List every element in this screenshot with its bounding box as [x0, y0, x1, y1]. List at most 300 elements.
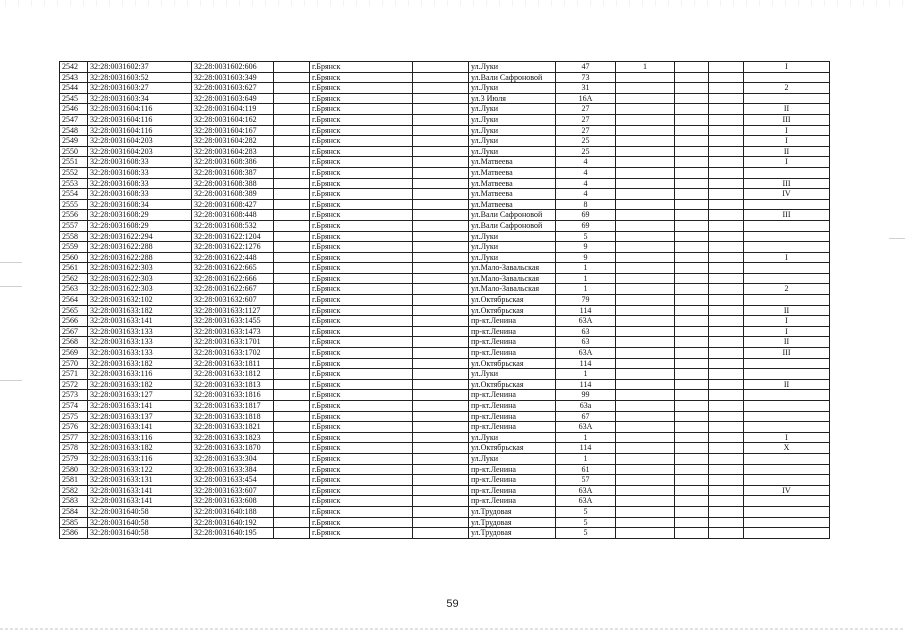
land-cadastral-number-cell: 32:28:0031602:37	[88, 62, 192, 73]
object-cadastral-number-cell: 32:28:0031633:1473	[192, 326, 274, 337]
city-cell: г.Брянск	[310, 475, 413, 486]
row-number-cell: 2585	[60, 517, 88, 528]
empty-cell	[274, 284, 310, 295]
scan-edge-mark	[889, 238, 905, 239]
land-cadastral-number-cell: 32:28:0031608:29	[88, 210, 192, 221]
empty-cell	[413, 453, 469, 464]
empty-cell	[274, 411, 310, 422]
object-cadastral-number-cell: 32:28:0031633:384	[192, 464, 274, 475]
land-cadastral-number-cell: 32:28:0031633:122	[88, 464, 192, 475]
land-cadastral-number-cell: 32:28:0031633:141	[88, 401, 192, 412]
street-cell: ул.Луки	[469, 432, 556, 443]
empty-cell	[413, 379, 469, 390]
extra-cell	[675, 443, 709, 454]
house-number-cell: 1	[556, 284, 616, 295]
row-number-cell: 2580	[60, 464, 88, 475]
table-row	[60, 125, 830, 136]
object-cadastral-number-cell: 32:28:0031633:1821	[192, 422, 274, 433]
land-cadastral-number-cell: 32:28:0031633:133	[88, 348, 192, 359]
row-number-cell: 2570	[60, 358, 88, 369]
table-row	[60, 464, 830, 475]
land-cadastral-number-cell: 32:28:0031622:303	[88, 263, 192, 274]
empty-cell	[274, 337, 310, 348]
street-cell: ул.Мало-Завальская	[469, 284, 556, 295]
empty-cell	[274, 93, 310, 104]
row-number-cell: 2568	[60, 337, 88, 348]
land-cadastral-number-cell: 32:28:0031633:127	[88, 390, 192, 401]
empty-cell	[413, 125, 469, 136]
extra-cell	[675, 506, 709, 517]
floor-cell	[744, 220, 830, 231]
extra-cell	[616, 114, 675, 125]
table-row	[60, 104, 830, 115]
extra-cell	[616, 506, 675, 517]
empty-cell	[274, 146, 310, 157]
empty-cell	[709, 369, 744, 380]
empty-cell	[413, 242, 469, 253]
city-cell: г.Брянск	[310, 284, 413, 295]
floor-cell	[744, 231, 830, 242]
floor-cell	[744, 369, 830, 380]
object-cadastral-number-cell: 32:28:0031633:1817	[192, 401, 274, 412]
city-cell: г.Брянск	[310, 432, 413, 443]
empty-cell	[413, 422, 469, 433]
row-number-cell: 2555	[60, 199, 88, 210]
empty-cell	[709, 337, 744, 348]
scan-edge-mark	[0, 286, 22, 287]
extra-cell	[675, 242, 709, 253]
row-number-cell: 2556	[60, 210, 88, 221]
row-number-cell: 2582	[60, 485, 88, 496]
floor-cell: I	[744, 62, 830, 73]
house-number-cell: 114	[556, 305, 616, 316]
empty-cell	[709, 83, 744, 94]
street-cell: ул.Трудовая	[469, 528, 556, 539]
extra-cell	[616, 348, 675, 359]
land-cadastral-number-cell: 32:28:0031604:116	[88, 104, 192, 115]
row-number-cell: 2575	[60, 411, 88, 422]
empty-cell	[709, 390, 744, 401]
empty-cell	[413, 62, 469, 73]
empty-cell	[709, 146, 744, 157]
city-cell: г.Брянск	[310, 104, 413, 115]
floor-cell: IV	[744, 485, 830, 496]
house-number-cell: 1	[556, 432, 616, 443]
empty-cell	[709, 443, 744, 454]
empty-cell	[274, 62, 310, 73]
object-cadastral-number-cell: 32:28:0031608:387	[192, 167, 274, 178]
table-row	[60, 411, 830, 422]
street-cell: пр-кт.Ленина	[469, 485, 556, 496]
street-cell: пр-кт.Ленина	[469, 390, 556, 401]
land-cadastral-number-cell: 32:28:0031633:182	[88, 305, 192, 316]
empty-cell	[709, 358, 744, 369]
table-row	[60, 295, 830, 306]
empty-cell	[709, 528, 744, 539]
street-cell: пр-кт.Ленина	[469, 326, 556, 337]
table-row	[60, 199, 830, 210]
street-cell: пр-кт.Ленина	[469, 401, 556, 412]
extra-cell	[616, 379, 675, 390]
empty-cell	[709, 485, 744, 496]
object-cadastral-number-cell: 32:28:0031608:448	[192, 210, 274, 221]
floor-cell: X	[744, 443, 830, 454]
floor-cell	[744, 93, 830, 104]
empty-cell	[709, 326, 744, 337]
empty-cell	[274, 220, 310, 231]
house-number-cell: 5	[556, 231, 616, 242]
land-cadastral-number-cell: 32:28:0031633:137	[88, 411, 192, 422]
house-number-cell: 16А	[556, 93, 616, 104]
empty-cell	[413, 220, 469, 231]
empty-cell	[274, 326, 310, 337]
empty-cell	[413, 528, 469, 539]
floor-cell: I	[744, 432, 830, 443]
object-cadastral-number-cell: 32:28:0031633:1818	[192, 411, 274, 422]
table-row	[60, 136, 830, 147]
city-cell: г.Брянск	[310, 443, 413, 454]
land-cadastral-number-cell: 32:28:0031633:116	[88, 453, 192, 464]
house-number-cell: 27	[556, 114, 616, 125]
extra-cell	[616, 295, 675, 306]
extra-cell	[616, 485, 675, 496]
extra-cell	[616, 157, 675, 168]
house-number-cell: 25	[556, 146, 616, 157]
floor-cell: I	[744, 157, 830, 168]
row-number-cell: 2562	[60, 273, 88, 284]
street-cell: пр-кт.Ленина	[469, 337, 556, 348]
city-cell: г.Брянск	[310, 379, 413, 390]
object-cadastral-number-cell: 32:28:0031608:532	[192, 220, 274, 231]
extra-cell	[616, 496, 675, 507]
house-number-cell: 9	[556, 252, 616, 263]
land-cadastral-number-cell: 32:28:0031622:288	[88, 242, 192, 253]
extra-cell	[616, 167, 675, 178]
house-number-cell: 5	[556, 506, 616, 517]
row-number-cell: 2550	[60, 146, 88, 157]
street-cell: ул.Октябрьская	[469, 305, 556, 316]
empty-cell	[709, 157, 744, 168]
floor-cell: II	[744, 305, 830, 316]
extra-cell	[675, 348, 709, 359]
row-number-cell: 2574	[60, 401, 88, 412]
floor-cell: I	[744, 326, 830, 337]
empty-cell	[413, 189, 469, 200]
empty-cell	[413, 305, 469, 316]
city-cell: г.Брянск	[310, 453, 413, 464]
object-cadastral-number-cell: 32:28:0031622:1276	[192, 242, 274, 253]
street-cell: ул.Матвеева	[469, 189, 556, 200]
empty-cell	[413, 146, 469, 157]
empty-cell	[709, 453, 744, 464]
object-cadastral-number-cell: 32:28:0031633:1812	[192, 369, 274, 380]
empty-cell	[413, 401, 469, 412]
row-number-cell: 2586	[60, 528, 88, 539]
city-cell: г.Брянск	[310, 242, 413, 253]
city-cell: г.Брянск	[310, 348, 413, 359]
extra-cell	[616, 284, 675, 295]
empty-cell	[274, 136, 310, 147]
table-row	[60, 506, 830, 517]
street-cell: ул.Луки	[469, 136, 556, 147]
city-cell: г.Брянск	[310, 528, 413, 539]
street-cell: ул.Вали Сафроновой	[469, 72, 556, 83]
empty-cell	[413, 263, 469, 274]
empty-cell	[413, 443, 469, 454]
extra-cell	[675, 401, 709, 412]
extra-cell	[675, 263, 709, 274]
empty-cell	[709, 432, 744, 443]
extra-cell	[616, 517, 675, 528]
empty-cell	[274, 157, 310, 168]
table-row	[60, 443, 830, 454]
city-cell: г.Брянск	[310, 167, 413, 178]
table-row	[60, 422, 830, 433]
floor-cell: I	[744, 136, 830, 147]
house-number-cell: 31	[556, 83, 616, 94]
object-cadastral-number-cell: 32:28:0031604:283	[192, 146, 274, 157]
empty-cell	[274, 316, 310, 327]
empty-cell	[709, 305, 744, 316]
table-row	[60, 475, 830, 486]
empty-cell	[413, 390, 469, 401]
empty-cell	[274, 379, 310, 390]
row-number-cell: 2546	[60, 104, 88, 115]
street-cell: ул.Матвеева	[469, 167, 556, 178]
empty-cell	[274, 443, 310, 454]
object-cadastral-number-cell: 32:28:0031608:389	[192, 189, 274, 200]
extra-cell	[675, 83, 709, 94]
street-cell: пр-кт.Ленина	[469, 422, 556, 433]
extra-cell	[616, 422, 675, 433]
street-cell: пр-кт.Ленина	[469, 475, 556, 486]
table-row	[60, 178, 830, 189]
land-cadastral-number-cell: 32:28:0031622:303	[88, 273, 192, 284]
house-number-cell: 25	[556, 136, 616, 147]
row-number-cell: 2542	[60, 62, 88, 73]
house-number-cell: 63А	[556, 316, 616, 327]
empty-cell	[413, 369, 469, 380]
object-cadastral-number-cell: 32:28:0031632:607	[192, 295, 274, 306]
row-number-cell: 2564	[60, 295, 88, 306]
street-cell: пр-кт.Ленина	[469, 411, 556, 422]
empty-cell	[413, 167, 469, 178]
floor-cell	[744, 263, 830, 274]
empty-cell	[274, 178, 310, 189]
extra-cell	[616, 72, 675, 83]
extra-cell	[675, 379, 709, 390]
floor-cell: II	[744, 337, 830, 348]
house-number-cell: 63А	[556, 485, 616, 496]
extra-cell	[675, 93, 709, 104]
extra-cell	[675, 390, 709, 401]
land-cadastral-number-cell: 32:28:0031608:33	[88, 157, 192, 168]
empty-cell	[274, 231, 310, 242]
empty-cell	[274, 125, 310, 136]
object-cadastral-number-cell: 32:28:0031633:607	[192, 485, 274, 496]
extra-cell	[616, 136, 675, 147]
empty-cell	[274, 167, 310, 178]
house-number-cell: 63А	[556, 496, 616, 507]
empty-cell	[709, 517, 744, 528]
land-cadastral-number-cell: 32:28:0031633:133	[88, 326, 192, 337]
object-cadastral-number-cell: 32:28:0031640:192	[192, 517, 274, 528]
street-cell: ул.3 Июля	[469, 93, 556, 104]
extra-cell	[675, 326, 709, 337]
street-cell: ул.Вали Сафроновой	[469, 210, 556, 221]
city-cell: г.Брянск	[310, 114, 413, 125]
house-number-cell: 63	[556, 337, 616, 348]
row-number-cell: 2563	[60, 284, 88, 295]
floor-cell: II	[744, 146, 830, 157]
empty-cell	[413, 358, 469, 369]
floor-cell: IV	[744, 189, 830, 200]
empty-cell	[709, 114, 744, 125]
floor-cell	[744, 475, 830, 486]
table-row	[60, 358, 830, 369]
empty-cell	[413, 496, 469, 507]
table-row	[60, 453, 830, 464]
floor-cell: I	[744, 316, 830, 327]
city-cell: г.Брянск	[310, 316, 413, 327]
house-number-cell: 4	[556, 178, 616, 189]
empty-cell	[709, 210, 744, 221]
street-cell: ул.Луки	[469, 83, 556, 94]
empty-cell	[709, 242, 744, 253]
table-row	[60, 252, 830, 263]
extra-cell	[616, 411, 675, 422]
empty-cell	[709, 104, 744, 115]
floor-cell: I	[744, 125, 830, 136]
table-row	[60, 210, 830, 221]
street-cell: ул.Луки	[469, 104, 556, 115]
object-cadastral-number-cell: 32:28:0031633:1701	[192, 337, 274, 348]
row-number-cell: 2583	[60, 496, 88, 507]
street-cell: ул.Луки	[469, 453, 556, 464]
table-row	[60, 284, 830, 295]
street-cell: ул.Луки	[469, 242, 556, 253]
empty-cell	[413, 231, 469, 242]
house-number-cell: 114	[556, 379, 616, 390]
table-row	[60, 273, 830, 284]
floor-cell	[744, 506, 830, 517]
empty-cell	[274, 104, 310, 115]
object-cadastral-number-cell: 32:28:0031633:1127	[192, 305, 274, 316]
row-number-cell: 2579	[60, 453, 88, 464]
object-cadastral-number-cell: 32:28:0031603:649	[192, 93, 274, 104]
row-number-cell: 2559	[60, 242, 88, 253]
floor-cell	[744, 273, 830, 284]
table-row	[60, 72, 830, 83]
floor-cell: I	[744, 252, 830, 263]
house-number-cell: 4	[556, 157, 616, 168]
city-cell: г.Брянск	[310, 273, 413, 284]
row-number-cell: 2569	[60, 348, 88, 359]
row-number-cell: 2581	[60, 475, 88, 486]
table-row	[60, 189, 830, 200]
street-cell: ул.Трудовая	[469, 517, 556, 528]
object-cadastral-number-cell: 32:28:0031633:1702	[192, 348, 274, 359]
empty-cell	[274, 189, 310, 200]
table-row	[60, 401, 830, 412]
object-cadastral-number-cell: 32:28:0031622:1204	[192, 231, 274, 242]
table-row	[60, 326, 830, 337]
land-cadastral-number-cell: 32:28:0031640:58	[88, 517, 192, 528]
extra-cell	[616, 252, 675, 263]
object-cadastral-number-cell: 32:28:0031603:349	[192, 72, 274, 83]
empty-cell	[709, 464, 744, 475]
table-row	[60, 379, 830, 390]
land-cadastral-number-cell: 32:28:0031608:33	[88, 178, 192, 189]
extra-cell	[616, 475, 675, 486]
empty-cell	[709, 252, 744, 263]
empty-cell	[709, 475, 744, 486]
land-cadastral-number-cell: 32:28:0031603:52	[88, 72, 192, 83]
floor-cell: II	[744, 104, 830, 115]
empty-cell	[709, 62, 744, 73]
street-cell: ул.Октябрьская	[469, 295, 556, 306]
extra-cell	[616, 83, 675, 94]
extra-cell	[675, 316, 709, 327]
floor-cell	[744, 528, 830, 539]
land-cadastral-number-cell: 32:28:0031633:141	[88, 485, 192, 496]
extra-cell	[675, 464, 709, 475]
empty-cell	[709, 401, 744, 412]
empty-cell	[413, 72, 469, 83]
extra-cell	[616, 432, 675, 443]
floor-cell	[744, 358, 830, 369]
floor-cell: 2	[744, 83, 830, 94]
city-cell: г.Брянск	[310, 220, 413, 231]
object-cadastral-number-cell: 32:28:0031604:282	[192, 136, 274, 147]
street-cell: ул.Луки	[469, 231, 556, 242]
row-number-cell: 2544	[60, 83, 88, 94]
floor-cell: 2	[744, 284, 830, 295]
house-number-cell: 69	[556, 210, 616, 221]
object-cadastral-number-cell: 32:28:0031622:666	[192, 273, 274, 284]
city-cell: г.Брянск	[310, 252, 413, 263]
empty-cell	[274, 422, 310, 433]
extra-cell	[675, 284, 709, 295]
extra-cell	[616, 390, 675, 401]
house-number-cell: 69	[556, 220, 616, 231]
empty-cell	[413, 475, 469, 486]
row-number-cell: 2552	[60, 167, 88, 178]
house-number-cell: 114	[556, 443, 616, 454]
row-number-cell: 2545	[60, 93, 88, 104]
floor-cell	[744, 199, 830, 210]
scan-artifact-top	[0, 0, 905, 6]
empty-cell	[413, 178, 469, 189]
empty-cell	[709, 231, 744, 242]
object-cadastral-number-cell: 32:28:0031633:1811	[192, 358, 274, 369]
empty-cell	[413, 199, 469, 210]
row-number-cell: 2565	[60, 305, 88, 316]
empty-cell	[709, 284, 744, 295]
empty-cell	[274, 252, 310, 263]
empty-cell	[274, 210, 310, 221]
floor-cell	[744, 453, 830, 464]
empty-cell	[274, 358, 310, 369]
land-cadastral-number-cell: 32:28:0031640:58	[88, 506, 192, 517]
object-cadastral-number-cell: 32:28:0031633:1823	[192, 432, 274, 443]
object-cadastral-number-cell: 32:28:0031633:1816	[192, 390, 274, 401]
empty-cell	[274, 517, 310, 528]
extra-cell	[616, 220, 675, 231]
house-number-cell: 1	[556, 273, 616, 284]
extra-cell	[675, 220, 709, 231]
empty-cell	[274, 242, 310, 253]
